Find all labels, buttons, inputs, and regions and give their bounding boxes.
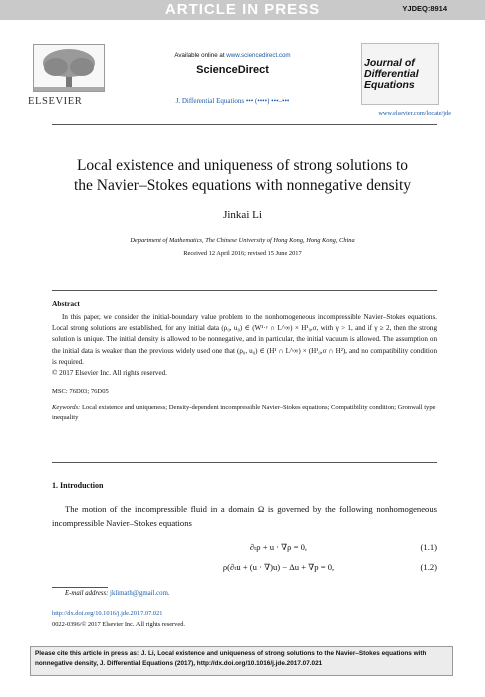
- article-in-press-banner: [0, 0, 485, 20]
- introduction-paragraph: The motion of the incompressible fluid in a domain Ω is governed by the following nonhomogeneous incompressible Navier–Stokes equations: [52, 504, 437, 528]
- banner-title: ARTICLE IN PRESS: [164, 1, 321, 18]
- keywords: [52, 403, 437, 423]
- sciencedirect-wordmark: ScienceDirect: [196, 64, 269, 76]
- email-link[interactable]: jklimath@gmail.com.: [108, 590, 170, 597]
- sciencedirect-link[interactable]: www.sciencedirect.com: [226, 52, 291, 59]
- abstract-text-b: ₀, u₀) ∈ (W¹·ᵞ ∩ L^∞) × H¹₀,σ, with γ > 1, and if γ ≥ 2, then the strong solution is unique. The initial density is allowed to be nonnegative, and in particular, the initial vacuum is allowed. The assumption on the initial data is weaker than the previous widely used one that (ρ₀, u₀) ∈ (H¹ ∩ L^∞) × (H¹₀,σ ∩ H²), and no compatibility condition is required.: [52, 324, 438, 366]
- msc-codes: MSC: 76D03; 76D05: [52, 388, 109, 395]
- abstract-body: [52, 312, 437, 379]
- equation-number: (1.1): [420, 542, 437, 552]
- journal-cover-title-line: Differential: [364, 68, 419, 80]
- equation-body: ρ(∂ₜu + (u · ∇)u) − Δu + ∇p = 0,: [222, 562, 335, 572]
- received-dates: Received 12 April 2016; revised 15 June 2017: [183, 250, 302, 257]
- abstract-heading: Abstract: [52, 299, 80, 308]
- title-line: the Navier–Stokes equations with nonnegative density: [73, 177, 412, 194]
- header-divider: [52, 124, 437, 125]
- elsevier-logo-text: ELSEVIER: [28, 96, 83, 107]
- journal-url-link[interactable]: www.elsevier.com/locate/jde: [378, 110, 451, 117]
- author-email: [65, 590, 170, 597]
- doi-link[interactable]: http://dx.doi.org/10.1016/j.jde.2017.07.021: [52, 610, 163, 617]
- abstract-copyright: © 2017 Elsevier Inc. All rights reserved.: [52, 369, 167, 378]
- article-title: [40, 156, 445, 196]
- keywords-text: Local existence and uniqueness; Density-dependent incompressible Navier–Stokes equations; Compatibility condition; Gronwall type inequality: [52, 404, 436, 421]
- available-prefix: Available online at: [174, 52, 227, 59]
- issn-copyright: 0022-0396/© 2017 Elsevier Inc. All rights reserved.: [52, 621, 185, 628]
- email-label: E-mail address:: [65, 590, 109, 597]
- citation-notice-box: Please cite this article in press as: J. Li, Local existence and uniqueness of strong solutions to the Navier–Stokes equations with nonnegative density, J. Differential Equations (2017), http://dx.doi.org/10.1016/j.jde.2017.07.021: [30, 646, 453, 676]
- available-online-line: [110, 52, 355, 59]
- journal-cover-title-line: Equations: [364, 79, 415, 91]
- abstract-divider-top: [52, 290, 437, 291]
- abstract-divider-bottom: [52, 462, 437, 463]
- section-heading-introduction: 1. Introduction: [52, 481, 104, 490]
- title-line: Local existence and uniqueness of strong solutions to: [76, 157, 409, 174]
- abstract-text-a: In this paper, we consider the initial-boundary value problem to the nonhomogeneous incompressible Navier–Stokes equations. Local strong solutions are established, for any initial data (ρ: [52, 313, 437, 333]
- equation-body: ∂ₜρ + u · ∇ρ = 0,: [249, 542, 308, 552]
- equation-number: (1.2): [420, 562, 437, 572]
- introduction-text: [52, 502, 437, 530]
- abstract-paragraph: [52, 312, 437, 368]
- journal-cover-title: [364, 58, 436, 91]
- keywords-label: Keywords:: [52, 404, 81, 411]
- journal-cover-title-line: Journal of: [364, 57, 415, 69]
- author-name: Jinkai Li: [223, 209, 262, 221]
- footnote-divider: [52, 587, 108, 588]
- author-affiliation: Department of Mathematics, The Chinese University of Hong Kong, Hong Kong, China: [130, 237, 355, 244]
- document-id: YJDEQ:8914: [402, 4, 447, 13]
- elsevier-tree-logo-icon: [33, 44, 105, 92]
- journal-citation-line[interactable]: J. Differential Equations ••• (••••) •••–•••: [175, 97, 290, 105]
